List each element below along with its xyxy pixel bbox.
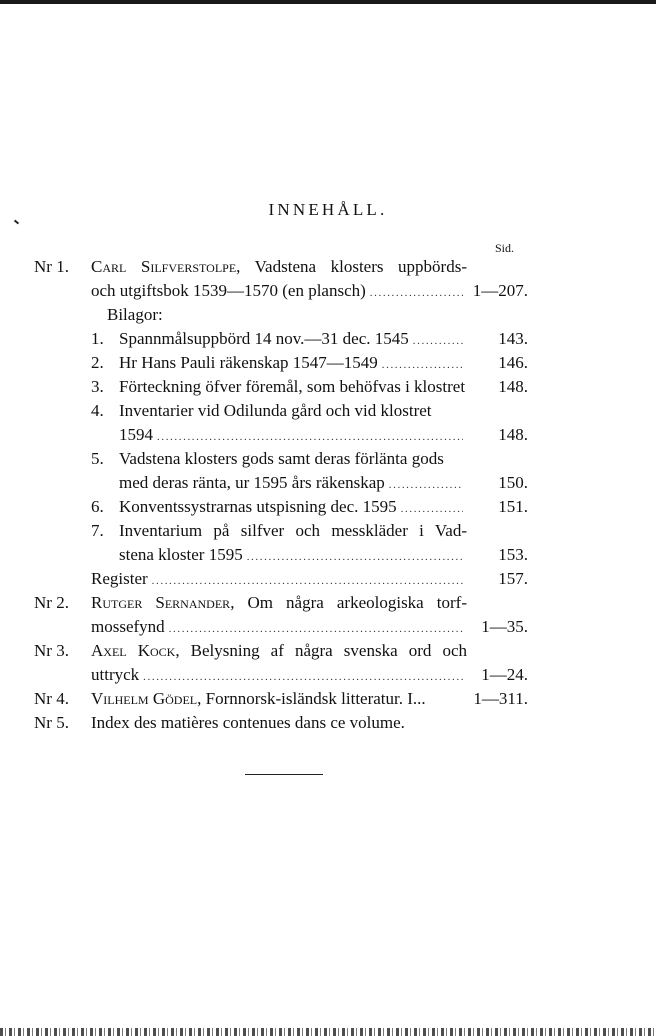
entry-number: Nr 3. — [34, 641, 69, 660]
author-name: Rutger Sernander — [91, 593, 231, 612]
title-text: mossefynd — [91, 617, 165, 636]
page-column-label: Sid. — [495, 241, 515, 255]
leader-dots — [382, 353, 463, 377]
appendix-text: 1594 — [119, 425, 153, 444]
page-reference: 1—311. — [473, 689, 528, 708]
title-text: och utgiftsbok 1539—1570 (en plansch) — [91, 281, 366, 300]
appendix-text: Hr Hans Pauli räkenskap 1547—1549 — [119, 353, 378, 372]
title-text: , Fornnorsk-isländsk litteratur. I... — [197, 689, 426, 708]
page-top-edge — [0, 0, 656, 4]
author-name: Carl Silfverstolpe — [91, 257, 237, 276]
title-text: uttryck — [91, 665, 140, 684]
appendix-text: Förteckning öfver föremål, som behöfvas i klostret — [119, 377, 466, 396]
appendix-number: 3. — [91, 377, 104, 396]
title-text: , Vadstena klosters uppbörds- — [236, 257, 467, 276]
appendix-title-line1 — [119, 519, 467, 543]
appendix-title — [119, 375, 469, 399]
entry-title-line: Index des matières contenues dans ce volume. — [91, 713, 405, 732]
appendix-title-line2 — [119, 543, 466, 567]
page-reference: 148. — [498, 425, 528, 444]
leader-dots — [169, 617, 463, 641]
toc-entry-nr2-line2 — [91, 615, 466, 639]
toc-entry-nr2-line1 — [0, 591, 656, 615]
appendix-title — [119, 495, 466, 519]
toc-entry-nr1-line1 — [0, 255, 656, 279]
appendix-text: Inventarium på silfver och messkläder i Vad- — [119, 521, 467, 540]
toc-entry-nr4 — [0, 687, 656, 711]
entry-number: Nr 5. — [34, 713, 69, 732]
leader-dots — [143, 665, 463, 689]
stray-mark — [14, 220, 19, 225]
appendix-number: 2. — [91, 353, 104, 372]
page-reference: 157. — [498, 569, 528, 588]
author-name: Axel Kock — [91, 641, 176, 660]
entry-title-line — [91, 591, 467, 615]
toc-entry-nr3-line2 — [91, 663, 466, 687]
leader-dots — [413, 329, 463, 353]
page-reference: 1—24. — [481, 665, 528, 684]
toc-entry-nr5 — [0, 711, 656, 735]
appendix-title-line2 — [119, 423, 466, 447]
appendix-number: 5. — [91, 449, 104, 468]
entry-number: Nr 1. — [34, 257, 69, 276]
closing-rule — [245, 774, 323, 775]
page-reference: 1—35. — [481, 617, 528, 636]
author-name: Vilhelm Gödel — [91, 689, 198, 708]
entry-title-line — [91, 639, 467, 663]
page-title: INNEHÅLL. — [268, 200, 388, 219]
appendix-text: Vadstena klosters gods samt deras förlänta gods — [119, 449, 444, 468]
appendix-text: Inventarier vid Odilunda gård och vid klostret — [119, 401, 432, 420]
page-reference: 1—207. — [472, 281, 528, 300]
leader-dots — [152, 569, 463, 593]
leader-dots — [389, 473, 463, 497]
register-entry — [91, 567, 466, 591]
appendix-number: 7. — [91, 521, 104, 540]
title-text: , Om några arkeologiska torf- — [230, 593, 467, 612]
page-reference: 153. — [498, 545, 528, 564]
appendix-text: Spannmålsuppbörd 14 nov.—31 dec. 1545 — [119, 329, 409, 348]
appendix-number: 1. — [91, 329, 104, 348]
title-text: , Belysning af några svenska ord och — [175, 641, 468, 660]
leader-dots — [247, 545, 463, 569]
toc-entry-nr3-line1 — [0, 639, 656, 663]
bilagor-heading: Bilagor: — [107, 305, 163, 324]
appendix-number: 4. — [91, 401, 104, 420]
appendix-number: 6. — [91, 497, 104, 516]
leader-dots — [157, 425, 463, 449]
entry-number: Nr 4. — [34, 689, 69, 708]
page-reference: 148. — [498, 377, 528, 396]
leader-dots — [370, 281, 463, 305]
toc-entry-nr1-line2 — [91, 279, 466, 303]
appendix-title-line1 — [119, 399, 469, 423]
page-reference: 146. — [498, 353, 528, 372]
entry-number: Nr 2. — [34, 593, 69, 612]
appendix-title — [119, 351, 466, 375]
appendix-title-line1 — [119, 447, 469, 471]
entry-title-line — [91, 687, 426, 711]
page-reference: 143. — [498, 329, 528, 348]
appendix-title — [119, 327, 466, 351]
entry-title-line — [91, 255, 467, 279]
page-reference: 151. — [498, 497, 528, 516]
page-bottom-edge — [0, 1028, 656, 1036]
appendix-text: Konventssystrarnas utspisning dec. 1595 — [119, 497, 397, 516]
register-label: Register — [91, 569, 148, 588]
appendix-text: med deras ränta, ur 1595 års räkenskap — [119, 473, 385, 492]
appendix-title-line2 — [119, 471, 466, 495]
appendix-text: stena kloster 1595 — [119, 545, 243, 564]
leader-dots — [401, 497, 463, 521]
page-reference: 150. — [498, 473, 528, 492]
